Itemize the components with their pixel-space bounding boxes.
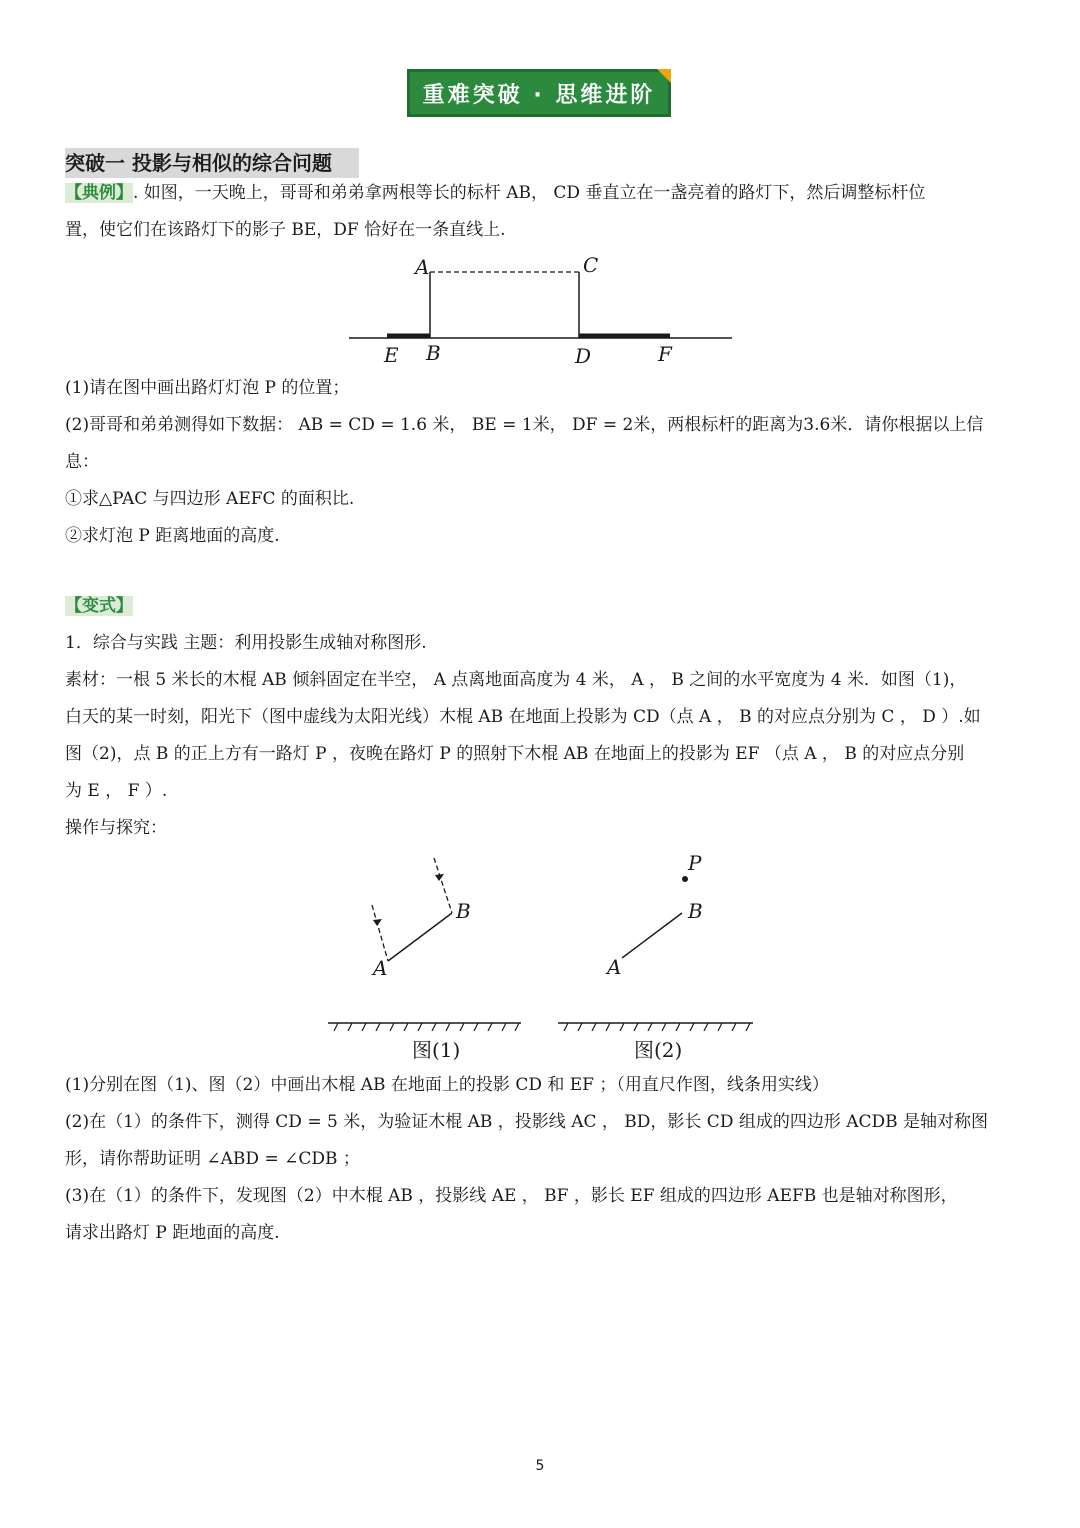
variant-line-1: 1．综合与实践 主题：利用投影生成轴对称图形. <box>65 633 427 653</box>
banner-text: 重难突破 · 思维进阶 <box>422 82 656 108</box>
figure-poles <box>340 250 740 375</box>
sun-ray-b-arrow <box>435 874 444 881</box>
variant-line-6: 操作与探究： <box>65 818 167 838</box>
label-d: D <box>575 344 592 368</box>
variant-line-4: 图（2)，点 B 的正上方有一路灯 P ，夜晚在路灯 P 的照射下木棍 AB 在地面上的投影为 EF （点 A ， B 的对应点分别 <box>65 744 965 764</box>
variant-question-3-line-2: 请求出路灯 P 距地面的高度. <box>65 1223 280 1243</box>
sun-ray-a <box>372 905 388 961</box>
variant-tag: 【变式】 <box>65 596 133 616</box>
stick-ab <box>388 913 452 961</box>
label-a: A <box>373 956 388 980</box>
figure-sunlight <box>320 850 530 1065</box>
label-a: A <box>415 255 430 279</box>
label-b: B <box>688 899 703 923</box>
variant-question-3-line-1: (3)在（1）的条件下，发现图（2）中木棍 AB ，投影线 AE ， BF ，影长 EF 组成的四边形 AEFB 也是轴对称图形， <box>65 1186 958 1206</box>
variant-tag-line <box>65 588 1017 625</box>
ground-hatching <box>564 1023 750 1031</box>
variant-line-2: 素材：一根 5 米长的木棍 AB 倾斜固定在半空， A 点离地面高度为 4 米， A ， B 之间的水平宽度为 4 米．如图（1)， <box>65 670 967 690</box>
ground-hatching <box>334 1023 519 1031</box>
example-question-2a: ①求△PAC 与四边形 AEFC 的面积比. <box>65 489 355 509</box>
section-title: 突破一 投影与相似的综合问题 <box>65 148 359 178</box>
figure-streetlight <box>550 850 760 1065</box>
example-question-2-line-2: 息： <box>65 452 99 472</box>
label-p: P <box>688 851 702 875</box>
banner-corner-decoration <box>657 69 671 83</box>
example-question-1: (1)请在图中画出路灯灯泡 P 的位置； <box>65 378 350 398</box>
example-question-2-line-1: (2)哥哥和弟弟测得如下数据： AB = CD = 1.6 米， BE = 1米， DF = 2米，两根标杆的距离为3.6米．请你根据以上信 <box>65 415 984 435</box>
sun-ray-a-arrow <box>373 919 382 926</box>
variant-line-3: 白天的某一时刻，阳光下（图中虚线为太阳光线）木棍 AB 在地面上投影为 CD（点 A ， B 的对应点分别为 C ， D ）.如 <box>65 707 981 727</box>
figure-1-caption: 图(1) <box>412 1038 461 1062</box>
variant-question-1: (1)分别在图（1)、图（2）中画出木棍 AB 在地面上的投影 CD 和 EF ；（用直尺作图，线条用实线） <box>65 1075 829 1095</box>
variant-line-5: 为 E ， F ）. <box>65 781 168 801</box>
example-line-1 <box>65 175 1017 212</box>
example-line-2: 置，使它们在该路灯下的影子 BE，DF 恰好在一条直线上. <box>65 220 506 240</box>
section-banner <box>407 69 671 117</box>
example-tag: 【典例】 <box>65 183 133 203</box>
variant-question-2-line-1: (2)在（1）的条件下，测得 CD = 5 米，为验证木棍 AB ，投影线 AC ， BD，影长 CD 组成的四边形 ACDB 是轴对称图 <box>65 1112 989 1132</box>
figure-2-caption: 图(2) <box>634 1038 683 1062</box>
label-b: B <box>426 341 441 365</box>
example-question-2b: ②求灯泡 P 距离地面的高度. <box>65 526 280 546</box>
variant-question-2-line-2: 形，请你帮助证明 ∠ABD = ∠CDB ； <box>65 1149 360 1169</box>
page-number: 5 <box>535 1458 545 1474</box>
label-b: B <box>456 899 471 923</box>
label-c: C <box>583 253 599 277</box>
label-e: E <box>384 343 399 367</box>
label-f: F <box>658 342 672 366</box>
lamp-p <box>682 876 688 882</box>
example-text-1: . 如图，一天晚上，哥哥和弟弟拿两根等长的标杆 AB， CD 垂直立在一盏亮着的路灯下，然后调整标杆位 <box>133 183 926 203</box>
label-a: A <box>607 955 622 979</box>
stick-ab <box>622 913 682 958</box>
sun-ray-b <box>434 858 452 913</box>
